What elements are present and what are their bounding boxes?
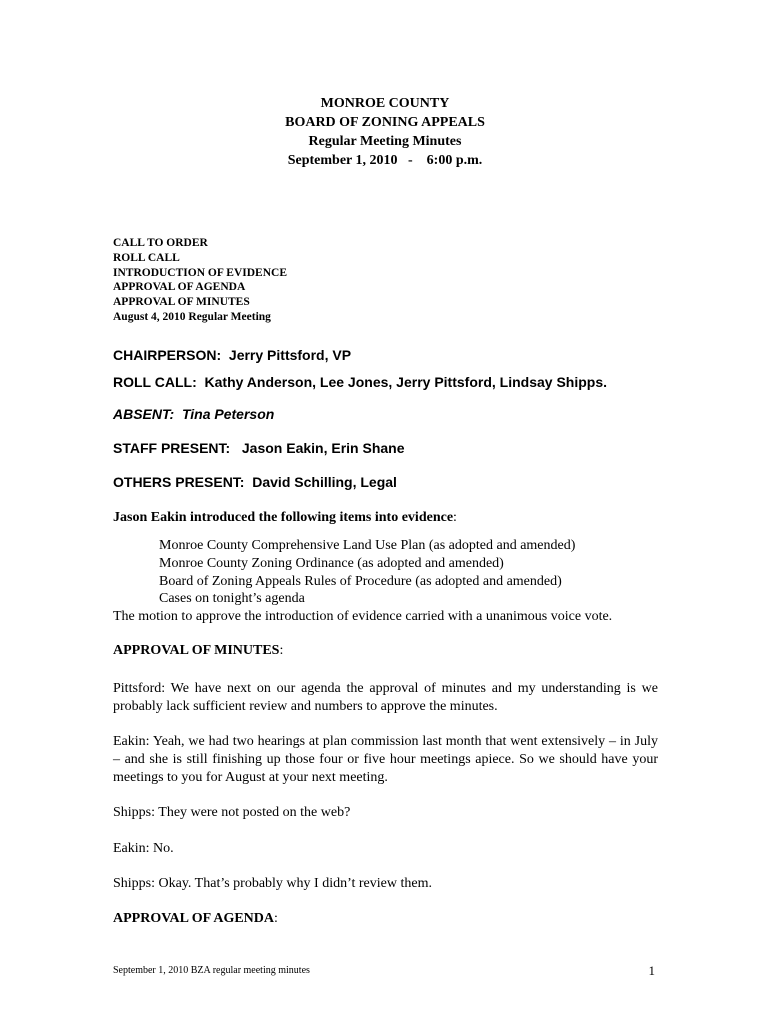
evidence-item: Cases on tonight’s agenda — [159, 591, 305, 607]
agenda-item: CALL TO ORDER — [113, 237, 208, 249]
header-board: BOARD OF ZONING APPEALS — [285, 115, 485, 130]
absent-value: Tina Peterson — [181, 406, 275, 422]
page-number: 1 — [648, 963, 655, 978]
absent-line — [113, 406, 274, 422]
staff-present-label: STAFF PRESENT: — [113, 440, 231, 456]
evidence-item: Monroe County Comprehensive Land Use Plan (as adopted and amended) — [159, 538, 576, 553]
evidence-list — [159, 537, 575, 608]
document-header — [0, 94, 770, 170]
evidence-item: Monroe County Zoning Ordinance (as adopted and amended) — [159, 555, 504, 571]
agenda-heading: APPROVAL OF AGENDA: — [113, 911, 278, 926]
dialogue-paragraph: Eakin: No. — [113, 841, 174, 856]
agenda-item: ROLL CALL — [113, 251, 180, 264]
footer-text: September 1, 2010 BZA regular meeting minutes — [113, 965, 310, 976]
header-county: MONROE COUNTY — [320, 96, 450, 111]
roll-call-line: ROLL CALL: Kathy Anderson, Lee Jones, Jerry Pittsford, Lindsay Shipps. — [113, 374, 607, 390]
header-meeting-type: Regular Meeting Minutes — [308, 134, 462, 149]
agenda-item: August 4, 2010 Regular Meeting — [113, 310, 271, 323]
others-present-line — [113, 474, 397, 490]
chairperson-label: CHAIRPERSON: — [113, 347, 222, 363]
minutes-heading-text: APPROVAL OF MINUTES — [113, 643, 280, 658]
agenda-list — [113, 236, 287, 325]
roll-call-label: ROLL CALL — [113, 374, 193, 390]
agenda-heading-text: APPROVAL OF AGENDA — [113, 911, 275, 926]
chairperson-line — [113, 347, 351, 363]
evidence-item: Board of Zoning Appeals Rules of Procedure (as adopted and amended) — [159, 573, 562, 589]
agenda-item: APPROVAL OF MINUTES — [113, 296, 250, 309]
others-present-value: David Schilling, Legal — [252, 474, 397, 490]
staff-present-line — [113, 440, 405, 456]
others-present-label: OTHERS PRESENT: — [113, 474, 245, 490]
evidence-intro-text: Jason Eakin introduced the following items into evidence — [113, 510, 454, 525]
roll-call-value: Kathy Anderson, Lee Jones, Jerry Pittsford, Lindsay Shipps — [204, 374, 604, 390]
staff-present-value: Jason Eakin, Erin Shane — [241, 440, 405, 456]
dialogue-paragraph: Eakin: Yeah, we had two hearings at plan commission last month that went extensively – in July – and she is still finishing up those four or five hour meetings apiece. So we should have your meetings to you for August at your next meeting. — [113, 734, 658, 785]
chairperson-value: Jerry Pittsford, VP — [228, 347, 352, 363]
evidence-intro: Jason Eakin introduced the following items into evidence: — [113, 510, 457, 525]
minutes-heading: APPROVAL OF MINUTES: — [113, 643, 284, 658]
dialogue-paragraph: Shipps: Okay. That’s probably why I didn’t review them. — [113, 876, 432, 891]
agenda-item: INTRODUCTION OF EVIDENCE — [113, 266, 288, 279]
agenda-item: APPROVAL OF AGENDA — [113, 281, 246, 294]
dialogue-paragraph: Shipps: They were not posted on the web? — [113, 805, 351, 820]
header-date: September 1, 2010 - 6:00 p.m. — [287, 153, 483, 168]
dialogue-paragraph: Pittsford: We have next on our agenda the approval of minutes and my understanding is we probably lack sufficient review and numbers to approve the minutes. — [113, 681, 658, 714]
evidence-motion: The motion to approve the introduction of evidence carried with a unanimous voice vote. — [113, 609, 613, 624]
absent-label: ABSENT: — [113, 406, 175, 422]
